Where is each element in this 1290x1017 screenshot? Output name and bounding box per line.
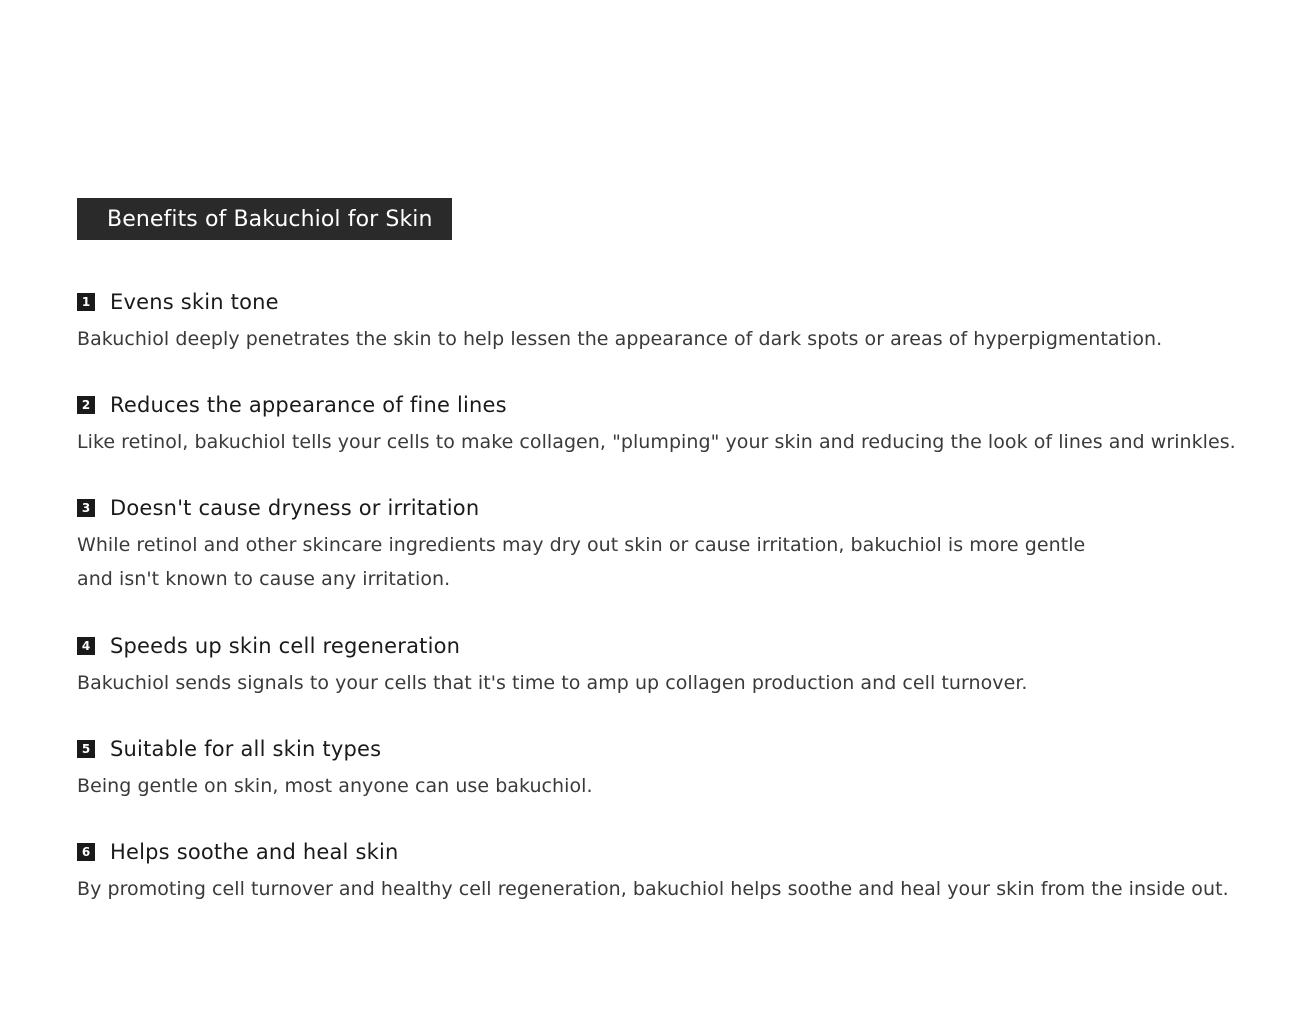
benefit-item-5 <box>77 735 1250 803</box>
number-badge: 2 <box>77 396 95 414</box>
page-title: Benefits of Bakuchiol for Skin <box>107 206 433 232</box>
benefit-heading <box>77 735 1250 763</box>
benefit-description <box>77 769 1250 803</box>
benefit-description <box>77 528 1250 596</box>
number-badge: 5 <box>77 740 95 758</box>
title-banner <box>77 198 452 240</box>
benefit-heading <box>77 494 1250 522</box>
benefit-heading <box>77 288 1250 316</box>
benefit-item-6 <box>77 838 1250 906</box>
benefit-item-1 <box>77 288 1250 356</box>
benefit-description <box>77 872 1250 906</box>
description-line: Being gentle on skin, most anyone can use bakuchiol. <box>77 775 593 797</box>
benefit-description <box>77 425 1250 459</box>
description-line: Like retinol, bakuchiol tells your cells to make collagen, "plumping" your skin and reducing the look of lines and wrinkles. <box>77 431 1236 453</box>
benefit-heading <box>77 391 1250 419</box>
benefit-title: Doesn't cause dryness or irritation <box>110 496 480 520</box>
benefit-title: Helps soothe and heal skin <box>110 840 399 864</box>
benefit-description <box>77 322 1250 356</box>
description-line: Bakuchiol sends signals to your cells that it's time to amp up collagen production and cell turnover. <box>77 672 1028 694</box>
benefit-title: Reduces the appearance of fine lines <box>110 393 507 417</box>
description-line: Bakuchiol deeply penetrates the skin to help lessen the appearance of dark spots or areas of hyperpigmentation. <box>77 328 1163 350</box>
description-line: While retinol and other skincare ingredients may dry out skin or cause irritation, bakuchiol is more gentle <box>77 534 1086 556</box>
benefit-item-2 <box>77 391 1250 459</box>
description-line: and isn't known to cause any irritation. <box>77 568 451 590</box>
number-badge: 1 <box>77 293 95 311</box>
number-badge: 3 <box>77 499 95 517</box>
benefit-title: Speeds up skin cell regeneration <box>110 634 461 658</box>
number-badge: 6 <box>77 843 95 861</box>
benefit-item-4 <box>77 632 1250 700</box>
description-line: By promoting cell turnover and healthy cell regeneration, bakuchiol helps soothe and heal your skin from the inside out. <box>77 878 1229 900</box>
number-badge: 4 <box>77 637 95 655</box>
benefit-heading <box>77 632 1250 660</box>
benefit-title: Evens skin tone <box>110 290 279 314</box>
benefit-item-3 <box>77 494 1250 596</box>
benefit-heading <box>77 838 1250 866</box>
benefit-description <box>77 666 1250 700</box>
benefit-title: Suitable for all skin types <box>110 737 382 761</box>
